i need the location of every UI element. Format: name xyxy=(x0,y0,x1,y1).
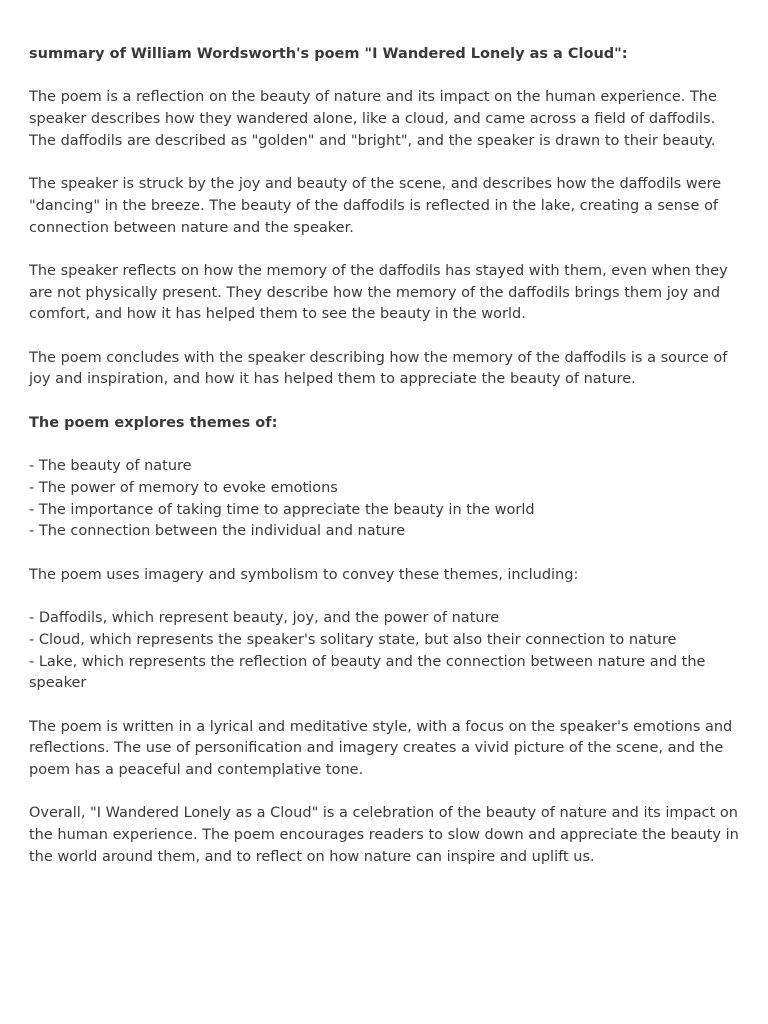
themes-heading: The poem explores themes of: xyxy=(29,414,278,431)
document-body xyxy=(29,44,745,890)
themes-list xyxy=(29,456,745,543)
overall-paragraph: Overall, "I Wandered Lonely as a Cloud" is a celebration of the beauty of nature and its impact on the human experience. The poem encourages readers to slow down and appreciate the beauty in the world around them, and to reflect on how nature can inspire and uplift us. xyxy=(29,805,739,865)
symbols-list xyxy=(29,608,745,695)
summary-heading: summary of William Wordsworth's poem "I Wandered Lonely as a Cloud": xyxy=(29,46,628,62)
imagery-intro: The poem uses imagery and symbolism to convey these themes, including: xyxy=(29,566,579,583)
theme-item: - The importance of taking time to appreciate the beauty in the world xyxy=(29,500,745,522)
conclusion-of-poem-paragraph: The poem concludes with the speaker describing how the memory of the daffodils is a source of joy and inspiration, and how it has helped them to appreciate the beauty of nature. xyxy=(29,349,728,388)
symbol-item: - Daffodils, which represent beauty, joy, and the power of nature xyxy=(29,608,745,630)
style-paragraph: The poem is written in a lyrical and meditative style, with a focus on the speaker's emotions and reflections. The use of personification and imagery creates a vivid picture of the scene, and the poem has a peaceful and contemplative tone. xyxy=(29,718,733,779)
theme-item: - The power of memory to evoke emotions xyxy=(29,478,745,500)
symbol-item: - Cloud, which represents the speaker's solitary state, but also their connection to nature xyxy=(29,630,745,652)
theme-item: - The beauty of nature xyxy=(29,456,745,478)
symbol-item: - Lake, which represents the reflection of beauty and the connection between nature and the speaker xyxy=(29,652,745,695)
theme-item: - The connection between the individual and nature xyxy=(29,521,745,543)
scene-paragraph: The speaker is struck by the joy and beauty of the scene, and describes how the daffodils were "dancing" in the breeze. The beauty of the daffodils is reflected in the lake, creating a sense of connection between nature and the speaker. xyxy=(29,176,722,236)
memory-paragraph: The speaker reflects on how the memory of the daffodils has stayed with them, even when they are not physically present. They describe how the memory of the daffodils brings them joy and comfort, and how it has helped them to see the beauty in the world. xyxy=(29,262,728,323)
intro-paragraph: The poem is a reflection on the beauty of nature and its impact on the human experience. The speaker describes how they wandered alone, like a cloud, and came across a field of daffodils. The daffodils are described as "golden" and "bright", and the speaker is drawn to their beauty. xyxy=(29,89,717,149)
